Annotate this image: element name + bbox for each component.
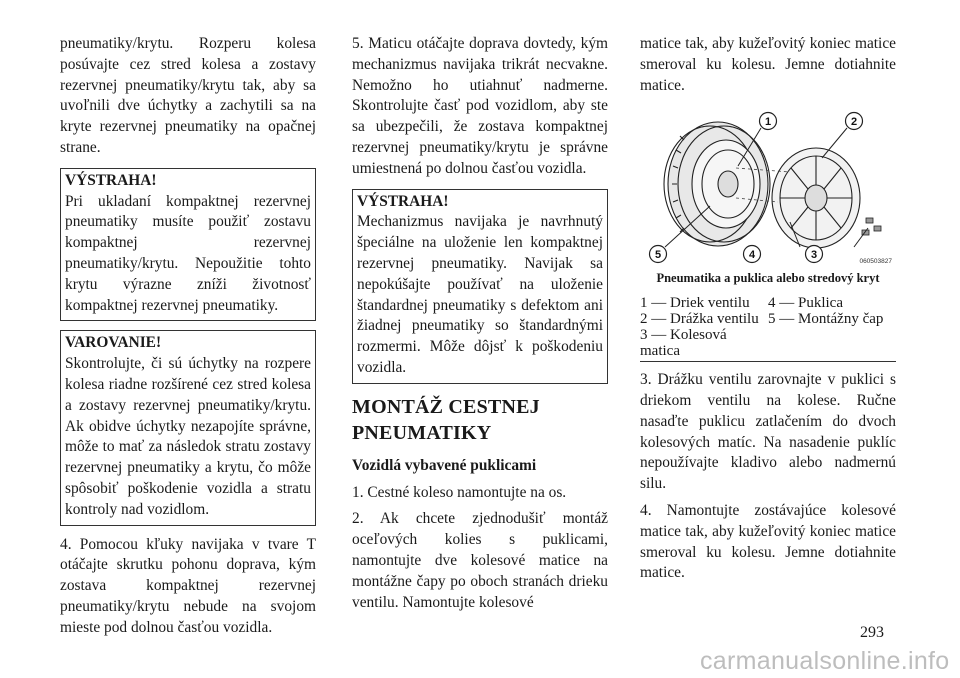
legend-item: 5 — Montážny čap [768,311,884,328]
warning-body: Pri ukladaní kompaktnej rezervnej pneumatiky musíte použiť zostavu kompaktnej rezervnej pneumatiky/krytu. Nepoužitie tohto krytu výrazne zníži životnosť kompaktnej rezervnej pneumatiky. [65,192,311,314]
legend-item: 1 — Driek ventilu [640,295,750,312]
legend-item: 4 — Puklica [768,295,843,312]
paragraph-step-1: 1. Cestné koleso namontujte na os. [352,483,567,501]
tire-drawing [664,122,770,246]
callout-1-label: 1 [764,116,772,129]
callout-2 [846,113,863,130]
callout-5 [650,246,667,263]
paragraph-continuation: pneumatiky/krytu. Rozperu kolesa posúvajte cez stred kolesa a zostavy rezervnej pneumatiky/krytu tak, aby sa uvoľnili dve úchytky a zachytili sa na kryte rezervnej pneumatiky na opačnej strane. [60,35,316,156]
figure-legend [640,295,896,362]
callout-3-label: 3 [810,249,818,262]
watermark: carmanualsonline.info [700,647,950,675]
legend-item [768,327,896,359]
caution-body: Skontrolujte, či sú úchytky na rozpere kolesa riadne rozšírené cez stred kolesa a zostavy rezervnej pneumatiky/krytu. Ak obidve úchytky nezapojíte správne, môže to mať za následok stratu zostavy rezervnej pneumatiky a krytu, čo môže spôsobiť poškodenie vozidla a stratu kontroly nad vozidlom. [65,355,311,518]
column-middle [352,34,608,613]
warning-box [352,189,608,384]
paragraph-step-4: 4. Pomocou kľuky navijaka v tvare T otáčajte skrutku pohonu doprava, kým zostava kompaktnej rezervnej pneumatiky/krytu nebude na svojom mieste pod dolnou časťou vozidla. [60,535,316,636]
callout-2-label: 2 [850,116,858,129]
column-right [640,34,896,584]
paragraph-step-3: 3. Drážku ventilu zarovnajte v puklici s driekom ventilu na kolese. Ručne nasaďte puklicu zatlačením do dvoch kolesových matíc. Na nasadenie puklíc nepoužívajte kladivo alebo nadmernú silu. [640,371,896,493]
figure-code: 060503827 [859,258,892,266]
paragraph-step-5: 5. Maticu otáčajte doprava dovtedy, kým mechanizmus navijaka trikrát necvakne. Nemožno ho utiahnuť nadmerne. Skontrolujte časť pod vozidlom, aby ste sa ubezpečili, že zostava kompaktnej rezervnej pneumatiky/krytu je správne umiestnená po dolnou časťou vozidla. [352,35,608,177]
hubcap-drawing [772,148,860,248]
column-left [60,34,316,639]
paragraph-step-2: 2. Ak chcete zjednodušiť montáž oceľových kolies s puklicami, namontujte dve kolesové matice na montážne čapy po oboch stranách drieku ventilu. Namontujte kolesové [352,510,608,611]
callout-1 [760,113,777,130]
legend-item: 3 — Kolesová matica [640,327,727,360]
subsection-heading: Vozidlá vybavené puklicami [352,456,537,474]
page-number: 293 [860,624,884,641]
callout-4-label: 4 [748,249,756,262]
paragraph-continuation: matice tak, aby kužeľovitý koniec matice smeroval ku kolesu. Jemne dotiahnite matice. [640,35,896,94]
figure-caption: Pneumatika a puklica alebo stredový kryt [656,271,880,286]
paragraph-step-4: 4. Namontujte zostávajúce kolesové matice tak, aby kužeľovitý koniec matice smeroval ku kolesu. Jemne dotiahnite matice. [640,501,896,582]
warning-title: VÝSTRAHA! [357,192,449,210]
warning-box [60,168,316,322]
warning-body: Mechanizmus navijaka je navrhnutý špeciálne na uloženie len kompaktnej rezervnej pneumatiky. Navijak sa nepokúšajte používať na uloženie štandardnej pneumatiky s defektom ani žiadnej pneumatiky so štandardnými rozmermi. Môže dôjsť k poškodeniu vozidla. [357,213,603,376]
callout-5-label: 5 [654,249,662,262]
caution-box [60,330,316,525]
warning-title: VÝSTRAHA! [65,171,157,189]
legend-item: 2 — Drážka ventilu [640,311,759,328]
callout-4 [744,246,761,263]
tire-hubcap-illustration [640,106,896,266]
callout-3 [806,246,823,263]
tire-hubcap-diagram [640,106,896,266]
caution-title: VAROVANIE! [65,334,162,352]
section-heading: MONTÁŽ CESTNEJ PNEUMATIKY [352,395,540,444]
